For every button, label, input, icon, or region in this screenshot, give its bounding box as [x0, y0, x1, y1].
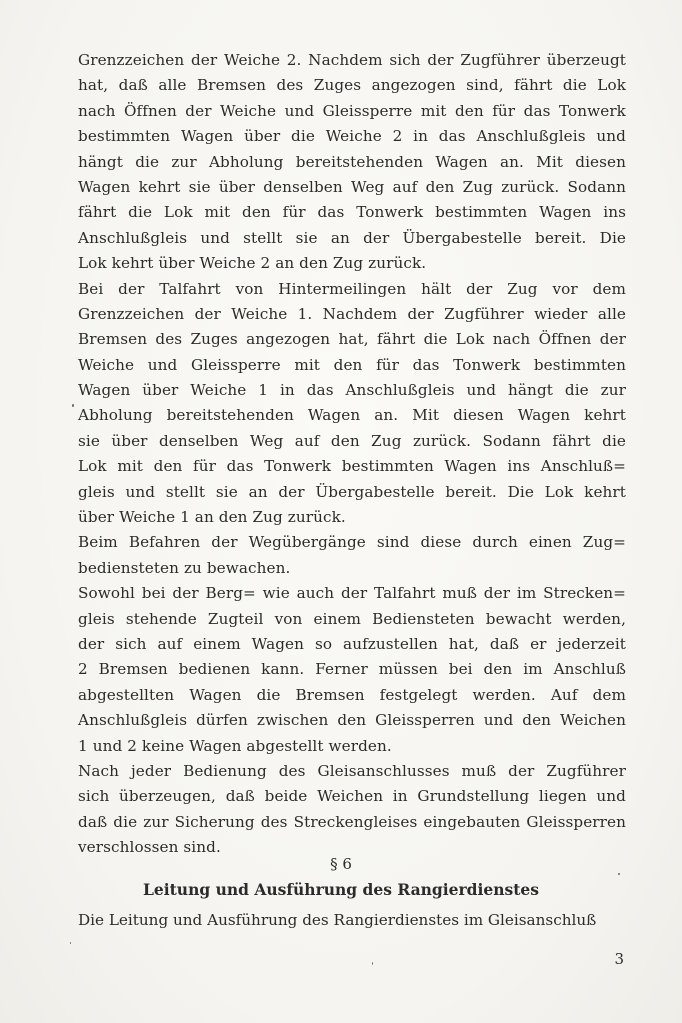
page-number: 3 — [614, 950, 624, 968]
body-line: Weiche und Gleissperre mit den für das Tonwerk bestimmten — [78, 355, 626, 374]
body-line: Grenzzeichen der Weiche 2. Nachdem sich der Zugführer überzeugt — [78, 51, 626, 69]
body-line: Bei der Talfahrt von Hintermeilingen hält der Zug vor dem — [78, 279, 626, 298]
body-line: Sowohl bei der Berg= wie auch der Talfahrt muß der im Strecken= — [78, 584, 626, 603]
body-line: fährt die Lok mit den für das Tonwerk bestimmten Wagen ins — [78, 203, 626, 222]
body-line: abgestellten Wagen die Bremsen festgelegt werden. Auf dem — [78, 685, 626, 704]
body-line: Bremsen des Zuges angezogen hat, fährt die Lok nach Öffnen der — [78, 330, 626, 349]
body-line: Lok mit den für das Tonwerk bestimmten Wagen ins Anschluß= — [78, 457, 626, 476]
body-line: Nach jeder Bedienung des Gleisanschlusses muß der Zugführer — [78, 761, 626, 780]
body-line: 2 Bremsen bedienen kann. Ferner müssen bei den im Anschluß — [78, 660, 626, 679]
body-line: Abholung bereitstehenden Wagen an. Mit diesen Wagen kehrt — [78, 406, 626, 425]
paper-speck — [618, 873, 620, 875]
body-line: Anschlußgleis dürfen zwischen den Gleissperren und den Weichen — [78, 711, 626, 730]
body-line: Lok kehrt über Weiche 2 an den Zug zurück. — [78, 254, 427, 273]
body-line: sich überzeugen, daß beide Weichen in Grundstellung liegen und — [78, 787, 626, 806]
body-line: Wagen kehrt sie über denselben Weg auf den Zug zurück. Sodann — [78, 177, 626, 196]
body-line: nach Öffnen der Weiche und Gleissperre mit den für das Tonwerk — [78, 101, 626, 120]
section-title: Leitung und Ausführung des Rangierdienstes — [143, 880, 539, 899]
body-line: Beim Befahren der Wegübergänge sind diese durch einen Zug= — [78, 533, 626, 552]
body-line: hat, daß alle Bremsen des Zuges angezogen sind, fährt die Lok — [78, 76, 626, 95]
paper-speck — [372, 962, 373, 965]
body-line: Grenzzeichen der Weiche 1. Nachdem der Zugführer wieder alle — [78, 304, 626, 323]
body-line: 1 und 2 keine Wagen abgestellt werden. — [78, 736, 392, 755]
body-line: gleis stehende Zugteil von einem Bediensteten bewacht werden, — [78, 609, 626, 628]
body-line: der sich auf einem Wagen so aufzustellen hat, daß er jederzeit — [78, 634, 626, 653]
body-line: über Weiche 1 an den Zug zurück. — [78, 508, 346, 527]
body-line: verschlossen sind. — [78, 838, 221, 857]
section-number: § 6 — [330, 855, 352, 873]
body-line: bestimmten Wagen über die Weiche 2 in das Anschlußgleis und — [78, 127, 626, 146]
body-line: Anschlußgleis und stellt sie an der Übergabestelle bereit. Die — [78, 228, 626, 247]
body-text — [78, 48, 626, 861]
continuation-line: Die Leitung und Ausführung des Rangierdienstes im Gleisanschluß — [78, 911, 597, 929]
body-line: bediensteten zu bewachen. — [78, 558, 291, 577]
body-line: gleis und stellt sie an der Übergabestelle bereit. Die Lok kehrt — [78, 482, 626, 501]
body-line: sie über denselben Weg auf den Zug zurück. Sodann fährt die — [78, 431, 626, 450]
body-line: Wagen über Weiche 1 in das Anschlußgleis und hängt die zur — [78, 381, 626, 400]
paper-speck — [70, 942, 71, 944]
body-line: daß die zur Sicherung des Streckengleises eingebauten Gleissperren — [78, 812, 626, 831]
paper-speck — [72, 404, 74, 407]
body-line: hängt die zur Abholung bereitstehenden Wagen an. Mit diesen — [78, 152, 626, 171]
